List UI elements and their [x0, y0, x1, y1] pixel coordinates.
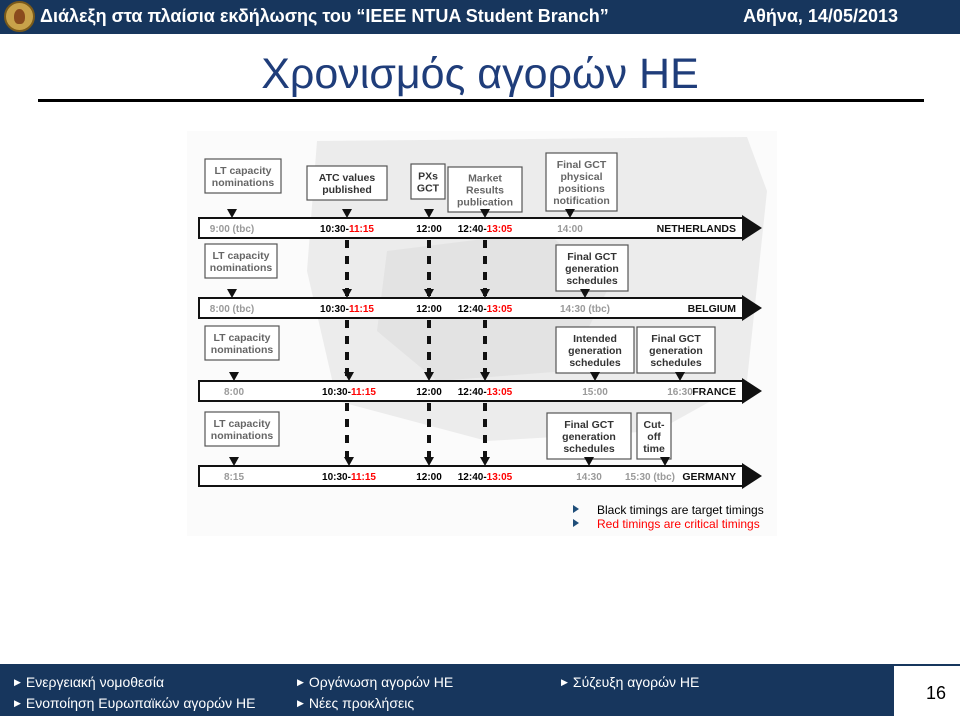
title-divider	[38, 99, 924, 102]
bullet-triangle-icon: ▶	[561, 677, 568, 687]
time-label: 8:00 (tbc)	[209, 304, 255, 315]
event-box-label: Market	[468, 172, 502, 185]
footer-item-label: Ενεργειακή νομοθεσία	[25, 674, 165, 690]
university-seal-icon	[4, 1, 35, 32]
footer-item-label: Σύζευξη αγορών ΗΕ	[572, 674, 700, 690]
time-label: 12:40-13:05	[457, 304, 513, 315]
time-label: 15:00	[582, 387, 608, 398]
legend-marker-icon	[573, 505, 579, 513]
time-label: 8:15	[223, 472, 245, 483]
time-label: 12:00	[416, 472, 442, 483]
page-number: 16	[925, 683, 946, 703]
event-box-label: Final GCT	[567, 251, 617, 263]
event-box-label: publication	[457, 196, 513, 209]
legend-entry: Black timings are target timings	[597, 503, 764, 517]
footer-item-eu-integration[interactable]	[14, 695, 255, 711]
timeline-arrowhead	[742, 463, 762, 489]
footer-item-label: Νέες προκλήσεις	[308, 695, 415, 711]
bullet-triangle-icon: ▶	[14, 677, 21, 687]
event-box-label: Results	[466, 184, 504, 197]
event-box-label: ATC values	[318, 172, 376, 184]
event-box-label: schedules	[569, 357, 621, 369]
bullet-triangle-icon: ▶	[297, 677, 304, 687]
bullet-triangle-icon: ▶	[297, 698, 304, 708]
event-box-label: Final GCT	[556, 159, 607, 171]
footer-item-market-coupling[interactable]	[561, 674, 699, 690]
event-box-label: Final GCT	[651, 333, 701, 345]
event-arrow-icon	[660, 457, 670, 466]
time-label: 10:30-11:15	[320, 224, 374, 235]
time-label: 14:30 (tbc)	[559, 304, 611, 315]
time-label: 16:30	[667, 387, 693, 398]
event-box-label: Intended	[573, 333, 617, 345]
event-arrow-icon	[229, 372, 239, 381]
footer-item-energy-law[interactable]	[14, 674, 164, 690]
event-box-label: generation	[565, 263, 619, 275]
header-date-text: Αθήνα, 14/05/2013	[743, 6, 898, 26]
event-box-label: Cut-	[643, 419, 665, 431]
time-label: 12:00	[416, 304, 442, 315]
event-box-label: LT capacity	[214, 165, 272, 177]
event-box-label: time	[643, 443, 665, 455]
legend-marker-icon	[573, 519, 579, 527]
event-box-label: schedules	[650, 357, 702, 369]
bullet-triangle-icon: ▶	[14, 698, 21, 708]
event-box-label: schedules	[563, 443, 615, 455]
time-label: 14:00	[557, 224, 583, 235]
legend-entry: Red timings are critical timings	[597, 517, 760, 531]
footer-item-label: Οργάνωση αγορών ΗΕ	[308, 674, 454, 690]
time-label: 10:30-11:15	[322, 472, 376, 483]
slide-title: Χρονισμός αγορών ΗΕ	[261, 50, 699, 98]
country-label-netherlands: NETHERLANDS	[656, 223, 736, 235]
time-label: 12:00	[416, 387, 442, 398]
event-box-label: Final GCT	[564, 419, 614, 431]
time-label: 10:30-11:15	[322, 387, 376, 398]
footer-bar	[0, 664, 960, 716]
country-label-belgium: BELGIUM	[687, 303, 736, 315]
header-bar	[0, 0, 960, 34]
event-box-label: generation	[649, 345, 703, 357]
country-label-germany: GERMANY	[682, 471, 736, 483]
timeline-arrowhead	[742, 378, 762, 404]
event-arrow-icon	[344, 457, 354, 466]
event-box-label: nominations	[211, 177, 275, 189]
time-label: 12:00	[416, 224, 442, 235]
event-arrow-icon	[480, 457, 490, 466]
event-arrow-icon	[227, 209, 237, 218]
time-label: 12:40-13:05	[457, 387, 513, 398]
time-label: 10:30-11:15	[320, 304, 374, 315]
event-box-label: PXs	[418, 170, 438, 183]
event-arrow-icon	[584, 457, 594, 466]
chart-svg	[187, 131, 777, 536]
time-label: 12:40-13:05	[457, 224, 513, 235]
event-box-label: notification	[553, 195, 610, 207]
time-label: 12:40-13:05	[457, 472, 513, 483]
header-event-text: Διάλεξη στα πλαίσια εκδήλωσης του “IEEE NTUA Student Branch”	[40, 6, 609, 26]
footer-item-market-organisation[interactable]	[297, 674, 453, 690]
event-box-label: nominations	[210, 344, 274, 356]
event-box-label: LT capacity	[213, 418, 271, 430]
event-box-label: published	[322, 184, 372, 196]
event-box-label: positions	[558, 183, 605, 195]
event-box-label: physical	[560, 171, 603, 183]
page-number-box	[894, 666, 960, 716]
country-label-france: FRANCE	[692, 386, 736, 398]
market-timing-chart	[187, 131, 777, 536]
time-label: 14:30	[576, 472, 602, 483]
event-box-label: schedules	[566, 275, 618, 287]
event-box-label: LT capacity	[212, 250, 270, 262]
event-box-label: nominations	[210, 430, 274, 442]
event-arrow-icon	[229, 457, 239, 466]
event-box-label: nominations	[209, 262, 273, 274]
footer-item-label: Ενοποίηση Ευρωπαϊκών αγορών ΗΕ	[25, 695, 256, 711]
event-arrow-icon	[424, 457, 434, 466]
event-box-label: GCT	[416, 182, 440, 195]
event-box-label: generation	[568, 345, 622, 357]
event-box-label: LT capacity	[213, 332, 271, 344]
time-label: 8:00	[223, 387, 245, 398]
time-label: 9:00 (tbc)	[209, 224, 255, 235]
event-box-label: generation	[562, 431, 616, 443]
footer-item-new-challenges[interactable]	[297, 695, 414, 711]
time-label: 15:30 (tbc)	[624, 472, 676, 483]
event-box-label: off	[647, 431, 661, 443]
event-arrow-icon	[227, 289, 237, 298]
